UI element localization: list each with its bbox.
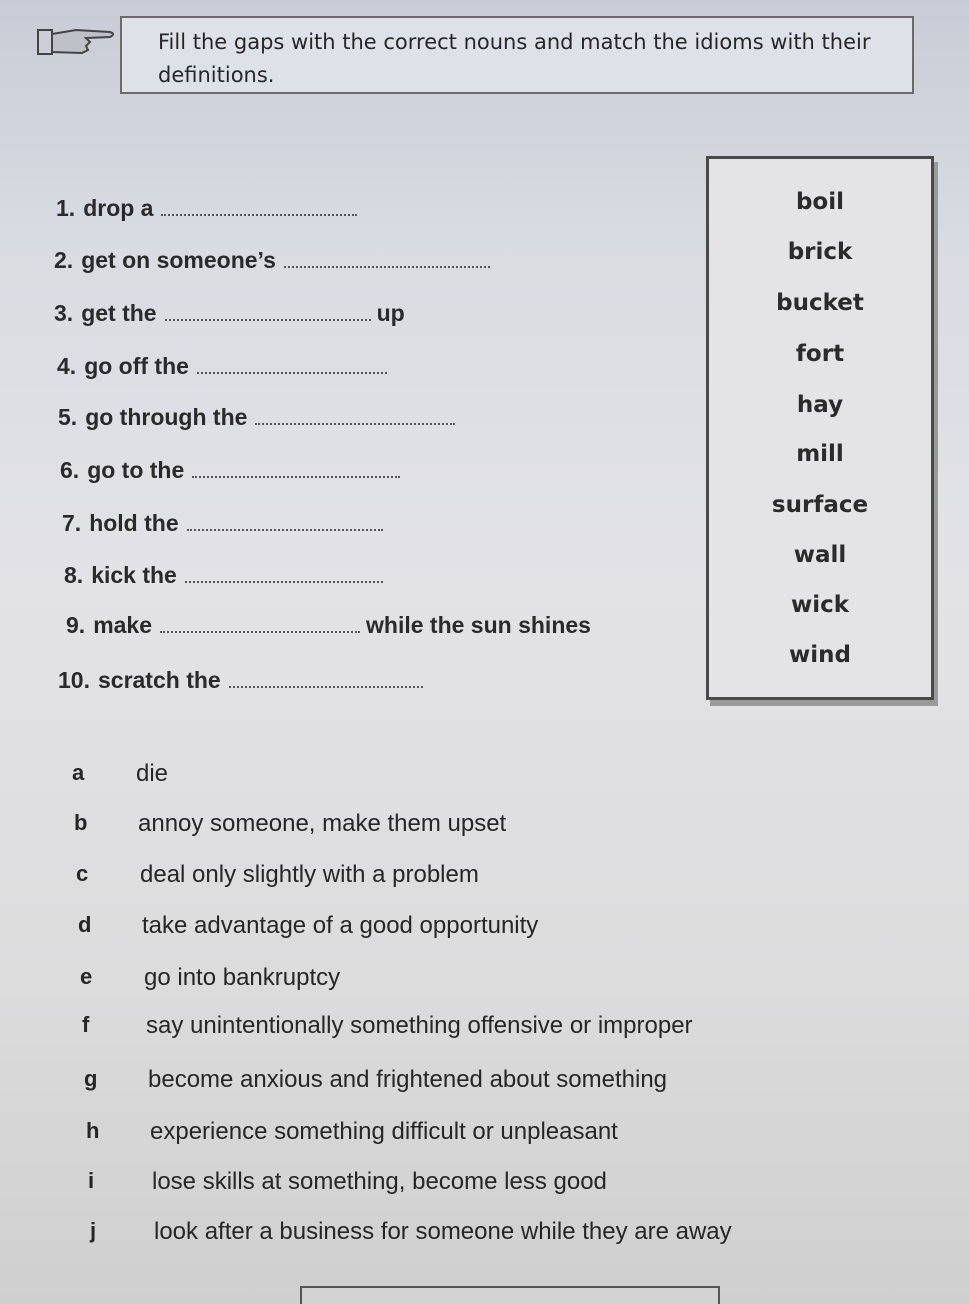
definition-text: say unintentionally something offensive or improper <box>146 1012 693 1039</box>
item-text: drop a <box>83 195 154 221</box>
item-number: 1. <box>56 195 76 221</box>
word-option: hay <box>796 392 844 418</box>
gap-item <box>66 612 591 639</box>
definition-text: die <box>136 760 169 787</box>
definition-letter: f <box>82 1012 90 1037</box>
gap-item <box>58 404 461 431</box>
item-text: get on someone’s <box>81 247 276 273</box>
gap-item <box>57 353 393 380</box>
definition-letter: e <box>80 964 93 989</box>
item-text: go to the <box>87 457 185 483</box>
item-text: kick the <box>91 562 177 588</box>
answer-blank[interactable] <box>161 198 357 216</box>
word-option: fort <box>795 341 845 367</box>
item-number: 10. <box>58 667 90 693</box>
word-option: bucket <box>776 290 864 316</box>
answer-blank[interactable] <box>284 250 490 268</box>
definition-text: annoy someone, make them upset <box>138 810 507 837</box>
item-text: make <box>93 612 153 638</box>
definition-text: experience something difficult or unpleasant <box>150 1118 618 1145</box>
word-option: surface <box>771 492 869 518</box>
item-text: go through the <box>85 404 248 430</box>
word-option: wall <box>793 542 847 568</box>
definition-letter: a <box>72 760 85 785</box>
next-section-edge <box>300 1286 720 1304</box>
item-text: get the <box>81 300 157 326</box>
instruction-line-2: definitions. <box>158 63 275 87</box>
answer-blank[interactable] <box>160 615 360 633</box>
item-text-after: up <box>376 300 405 326</box>
definition-text: take advantage of a good opportunity <box>142 912 539 939</box>
word-option: wind <box>789 642 851 668</box>
answer-blank[interactable] <box>255 407 455 425</box>
item-number: 9. <box>66 612 86 638</box>
gap-item <box>62 510 389 537</box>
definition-letter: i <box>88 1168 95 1193</box>
word-option: mill <box>796 441 844 467</box>
item-number: 5. <box>58 404 78 430</box>
definition-letter: g <box>84 1066 98 1091</box>
definition-letter: b <box>74 810 88 835</box>
definition-text: deal only slightly with a problem <box>140 861 479 888</box>
definition-text: go into bankruptcy <box>144 964 341 991</box>
gap-item <box>54 247 496 274</box>
word-option: brick <box>787 239 853 265</box>
definition-letter: d <box>78 912 92 937</box>
definition-letter: h <box>86 1118 100 1143</box>
gap-item <box>58 667 429 694</box>
answer-blank[interactable] <box>165 303 371 321</box>
gap-item <box>56 195 363 222</box>
item-number: 7. <box>62 510 82 536</box>
word-box <box>706 156 934 700</box>
pointing-hand-icon <box>36 22 120 58</box>
definition-letter: j <box>90 1218 97 1243</box>
definition-text: become anxious and frightened about something <box>148 1066 668 1093</box>
item-text: scratch the <box>97 667 221 693</box>
item-number: 4. <box>57 353 77 379</box>
gap-item <box>60 457 406 484</box>
definition-letter: c <box>76 861 89 886</box>
instruction-box <box>120 16 914 94</box>
item-text: hold the <box>89 510 179 536</box>
gap-item <box>64 562 389 589</box>
item-number: 6. <box>60 457 80 483</box>
word-option: wick <box>790 592 850 618</box>
word-option: boil <box>795 189 845 215</box>
item-number: 2. <box>54 247 74 273</box>
item-number: 3. <box>54 300 74 326</box>
answer-blank[interactable] <box>197 356 387 374</box>
answer-blank[interactable] <box>192 460 400 478</box>
definition-text: look after a business for someone while they are away <box>154 1218 732 1245</box>
answer-blank[interactable] <box>185 565 383 583</box>
item-text: go off the <box>84 353 189 379</box>
answer-blank[interactable] <box>229 670 423 688</box>
instruction-line-1: Fill the gaps with the correct nouns and match the idioms with their <box>158 30 871 54</box>
answer-blank[interactable] <box>187 513 383 531</box>
item-text-after: while the sun shines <box>366 612 591 638</box>
item-number: 8. <box>64 562 84 588</box>
definition-text: lose skills at something, become less good <box>152 1168 607 1195</box>
gap-item <box>54 300 405 327</box>
